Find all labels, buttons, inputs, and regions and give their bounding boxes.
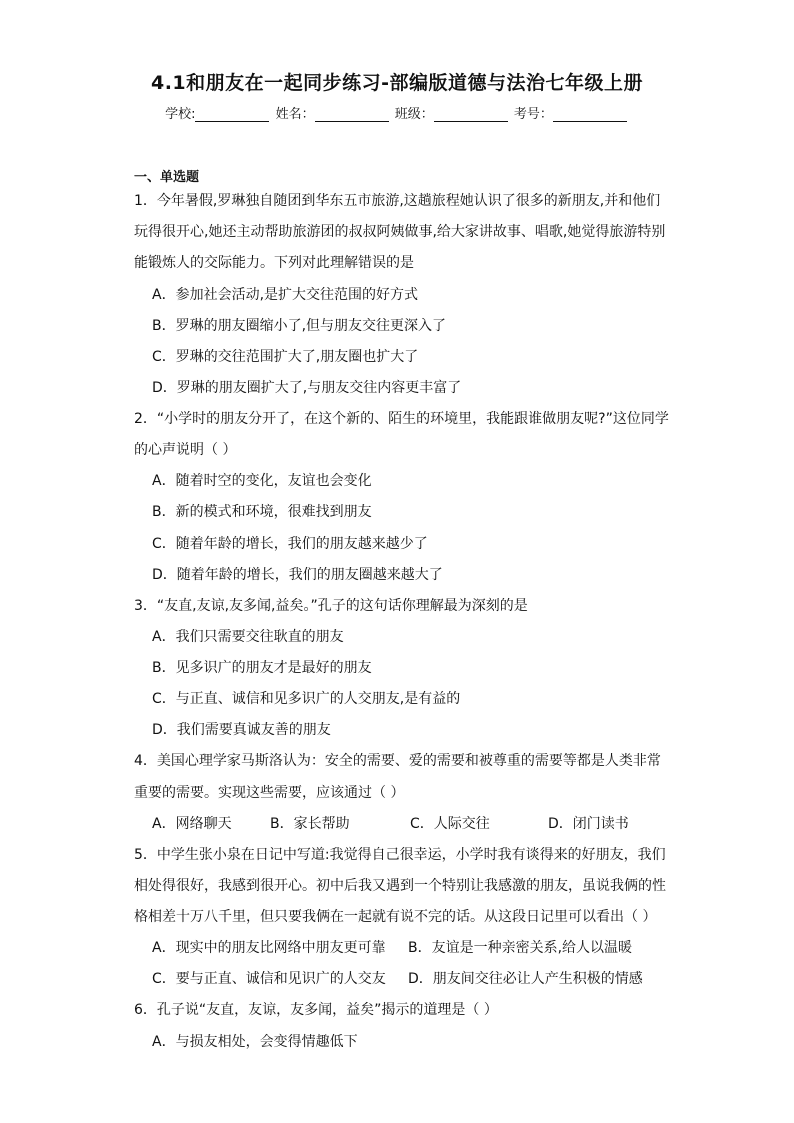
question-4-line-2: 重要的需要。实现这些需要，应该通过（ ） [134, 785, 405, 801]
question-1-option-a[interactable]: A．参加社会活动,是扩大交往范围的好方式 [152, 287, 419, 303]
name-blank[interactable] [315, 107, 389, 122]
page-title: 4.1和朋友在一起同步练习-部编版道德与法治七年级上册 [150, 72, 644, 94]
question-1-option-c[interactable]: C．罗琳的交往范围扩大了,朋友圈也扩大了 [152, 349, 419, 365]
name-label: 姓名： [275, 107, 315, 122]
section-title: 一、单选题 [134, 170, 200, 185]
student-info-line [0, 103, 794, 122]
question-6-option-a[interactable]: A．与损友相处，会变得情趣低下 [152, 1034, 358, 1050]
question-4-option-a[interactable]: A．网络聊天 [152, 816, 232, 832]
question-4-line-1: 4．美国心理学家马斯洛认为：安全的需要、爱的需要和被尊重的需要等都是人类非常 [134, 753, 661, 769]
question-5-option-a[interactable]: A．现实中的朋友比网络中朋友更可靠 [152, 940, 386, 956]
question-6-line-1: 6．孔子说“友直，友谅，友多闻，益矣”揭示的道理是（ ） [134, 1002, 498, 1018]
class-label: 班级： [394, 107, 434, 122]
question-2-option-d[interactable]: D．随着年龄的增长，我们的朋友圈越来越大了 [152, 567, 443, 583]
question-2-option-a[interactable]: A．随着时空的变化，友谊也会变化 [152, 473, 372, 489]
question-4-option-b[interactable]: B．家长帮助 [270, 816, 350, 832]
school-label: 学校: [165, 107, 196, 122]
question-2-option-b[interactable]: B．新的模式和环境，很难找到朋友 [152, 504, 372, 520]
question-5-line-1: 5．中学生张小泉在日记中写道:我觉得自己很幸运，小学时我有谈得来的好朋友，我们 [134, 847, 666, 863]
number-label: 考号： [513, 107, 553, 122]
question-2-line-1: 2．“小学时的朋友分开了，在这个新的、陌生的环境里，我能跟谁做朋友呢?”这位同学 [134, 411, 669, 427]
question-3-option-d[interactable]: D．我们需要真诚友善的朋友 [152, 722, 331, 738]
question-3-option-b[interactable]: B．见多识广的朋友才是最好的朋友 [152, 660, 372, 676]
school-blank[interactable] [195, 107, 269, 122]
question-1-option-b[interactable]: B．罗琳的朋友圈缩小了,但与朋友交往更深入了 [152, 318, 447, 334]
question-4-option-c[interactable]: C．人际交往 [410, 816, 490, 832]
question-5-option-b[interactable]: B．友谊是一种亲密关系,给人以温暖 [408, 940, 633, 956]
number-blank[interactable] [553, 107, 627, 122]
question-5-option-d[interactable]: D．朋友间交往必让人产生积极的情感 [408, 971, 643, 987]
question-2-line-2: 的心声说明（ ） [134, 442, 237, 458]
question-1-line-1: 1．今年暑假,罗琳独自随团到华东五市旅游,这趟旅程她认识了很多的新朋友,并和他们 [134, 193, 661, 209]
question-5-line-3: 格相差十万八千里，但只要我俩在一起就有说不完的话。从这段日记里可以看出（ ） [134, 909, 657, 925]
question-3-option-c[interactable]: C．与正直、诚信和见多识广的人交朋友,是有益的 [152, 691, 461, 707]
class-blank[interactable] [434, 107, 508, 122]
question-3-line-1: 3．“友直,友谅,友多闻,益矣。”孔子的这句话你理解最为深刻的是 [134, 598, 528, 614]
question-4-option-d[interactable]: D．闭门读书 [548, 816, 629, 832]
question-5-option-c[interactable]: C．要与正直、诚信和见识广的人交友 [152, 971, 386, 987]
question-1-line-3: 能锻炼人的交际能力。下列对此理解错误的是 [134, 255, 414, 271]
question-3-option-a[interactable]: A．我们只需要交往耿直的朋友 [152, 629, 344, 645]
question-1-option-d[interactable]: D．罗琳的朋友圈扩大了,与朋友交往内容更丰富了 [152, 380, 462, 396]
question-1-line-2: 玩得很开心,她还主动帮助旅游团的叔叔阿姨做事,给大家讲故事、唱歌,她觉得旅游特别 [134, 224, 666, 240]
question-2-option-c[interactable]: C．随着年龄的增长，我们的朋友越来越少了 [152, 536, 428, 552]
question-5-line-2: 相处得很好，我感到很开心。初中后我又遇到一个特别让我感激的朋友，虽说我俩的性 [134, 878, 666, 894]
